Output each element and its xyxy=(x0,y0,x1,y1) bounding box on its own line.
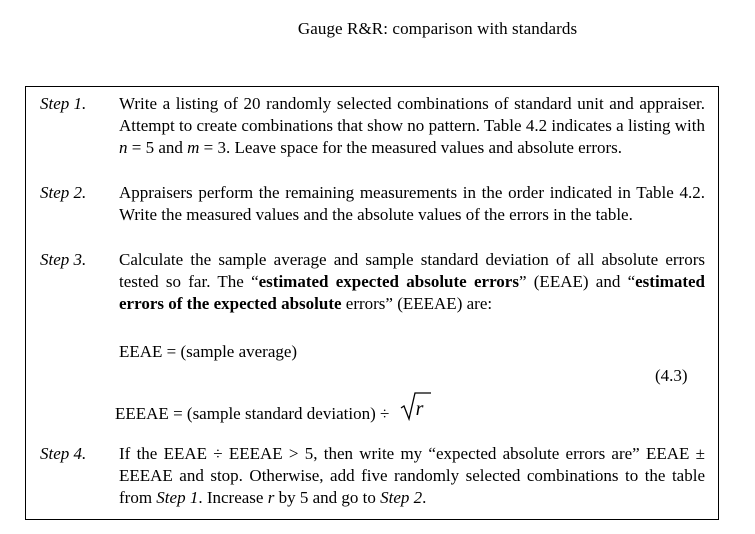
step-4-body: If the EEAE ÷ EEEAE > 5, then write my “expected absolute errors are” EEAE ± EEEAE and stop. Otherwise, add five randomly selected combinations to the table from Step 1. Increase r by 5 and go to Step 2. xyxy=(119,444,705,508)
page-title: Gauge R&R: comparison with standards xyxy=(297,19,578,38)
step-3-text-a: Calculate the sample average and sample standard deviation of all absolute errors tested so far. The “ xyxy=(119,250,705,292)
step-4-label: Step 4. xyxy=(40,444,87,463)
step-2-label: Step 2. xyxy=(40,183,87,202)
step-1-label: Step 1. xyxy=(40,94,87,113)
step-1-body: Write a listing of 20 randomly selected combinations of standard unit and appraiser. Attempt to create combinations that show no pattern. Table 4.2 indicates a listing with n = 5 and m = 3. Leave space for the measured values and absolute errors. xyxy=(119,94,705,158)
equation-number: (4.3) xyxy=(655,366,688,385)
step-3-body xyxy=(119,249,705,316)
sqrt-r xyxy=(400,399,430,419)
step-2-body: Appraisers perform the remaining measurements in the order indicated in Table 4.2. Write the measured values and the absolute values of the errors in the table. xyxy=(119,183,705,225)
procedure-box xyxy=(25,86,719,520)
step-3-bold-term-2: estimated errors of the expected absolute xyxy=(119,272,705,314)
step-3-bold-term-1: estimated expected absolute errors xyxy=(258,272,519,292)
equation-eeeae xyxy=(115,399,430,424)
step-3-text-b: ” (EEAE) and “ xyxy=(518,272,636,292)
sqrt-variable: r xyxy=(415,398,424,420)
equation-eeae: EEAE = (sample average) xyxy=(119,342,298,361)
step-3-label: Step 3. xyxy=(40,250,87,269)
equation-eeeae-text: EEEAE = (sample standard deviation) ÷ xyxy=(115,404,390,423)
step-3-text-c: errors” (EEEAE) are: xyxy=(341,294,493,314)
